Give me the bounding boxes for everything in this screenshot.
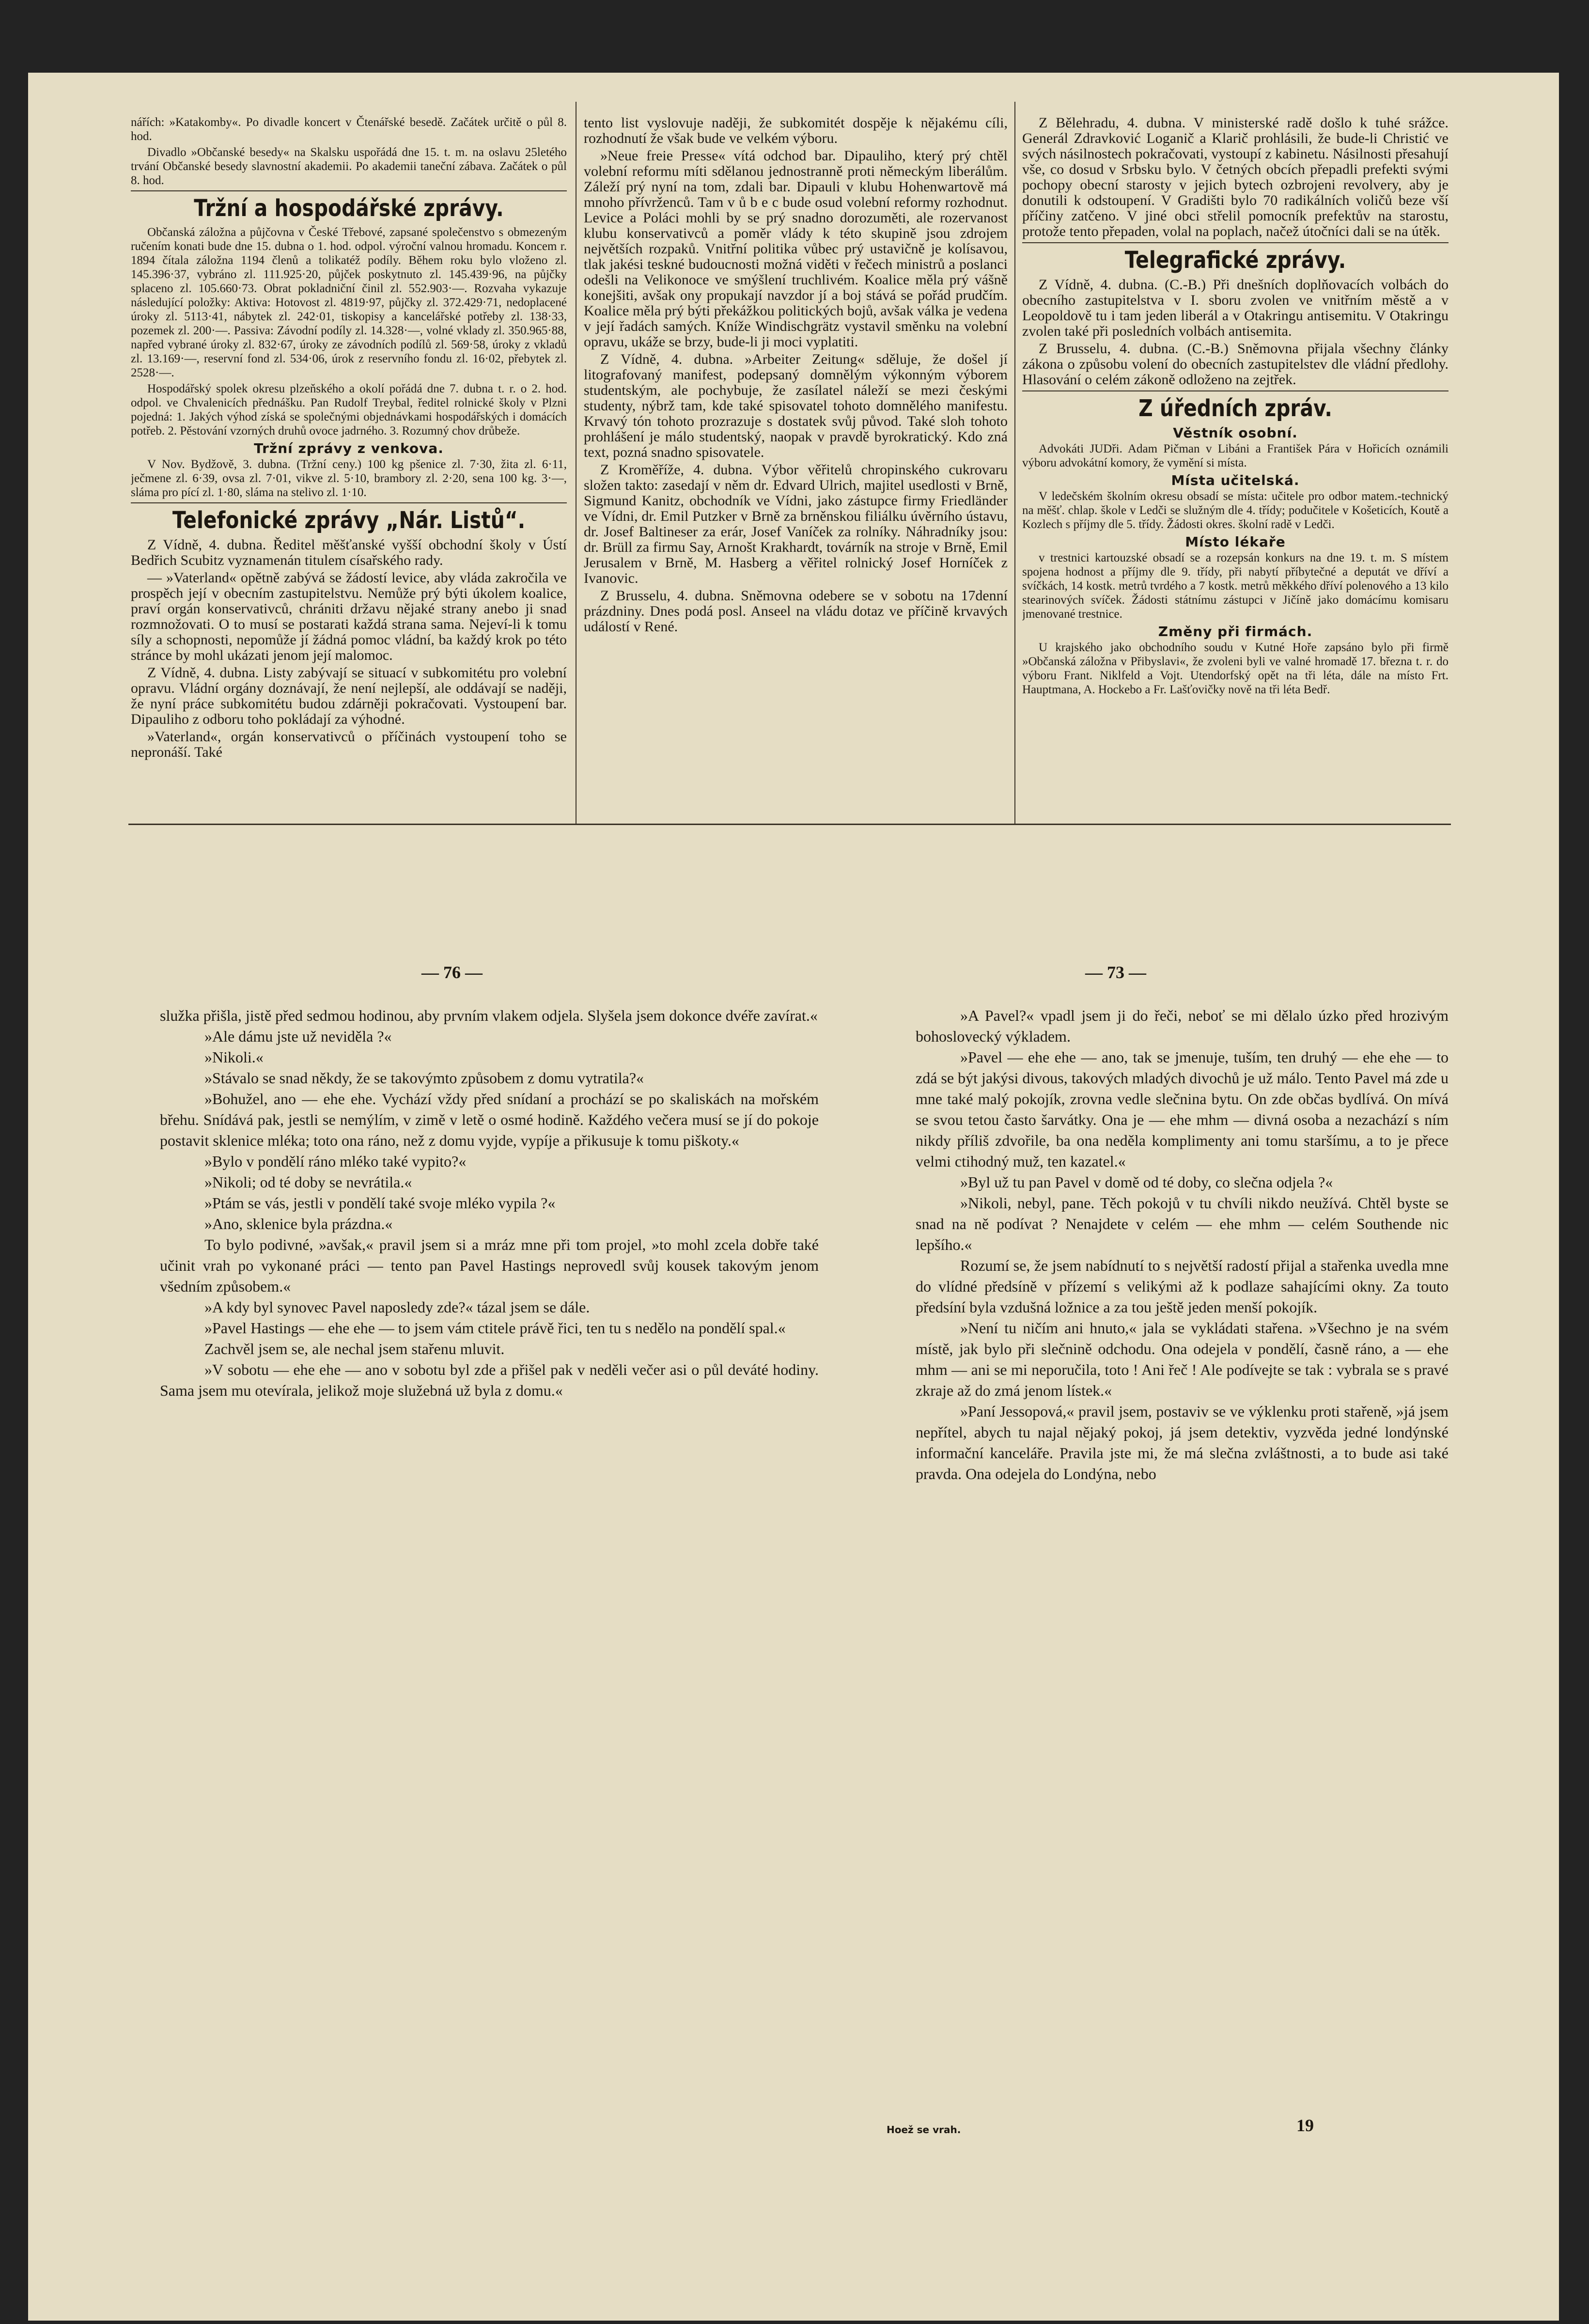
story-paragraph: »Ano, sklenice byla prázdna.« xyxy=(204,1215,393,1232)
section-title-telephone: Telefonické zprávy „Nár. Listů“. xyxy=(172,507,526,534)
section-title-market: Tržní a hospodářské zprávy. xyxy=(194,195,504,222)
article-paragraph: Z Vídně, 4. dubna. Listy zabývají se situací v subkomitétu pro volební opravu. Vládní orgány doznávají, že není nejlepší, ale oddávají se naději, že nyní práce subkomitétu budou zdárněji pokračovati. Vystoupení bar. Dipauliho z odboru toho pokládají za výhodné. xyxy=(131,665,567,727)
notice-text: v trestnici kartouzské obsadí se a rozepsán konkurs na dne 19. t. m. S místem spojena hodnost a příjmy dle 9. třídy, při nabytí příbytečné a deputát ve dříví a svíčkách, 14 kostk. metrů tvrdého a 7 kostk. metrů měkkého dříví polenového a 13 kilo stearinových svíček. Žádosti státnímu zástupci v Jičíně jako domácímu komisaru jmenované trestnice. xyxy=(1022,551,1449,621)
subsection-title: Místa učitelská. xyxy=(1171,472,1300,488)
article-paragraph: Hospodářský spolek okresu plzeňského a okolí pořádá dne 7. dubna t. r. o 2. hod. odpol. ve Chvalenicích přednášku. Pan Rudolf Treybal, ředitel rolnické školy v Plzni pojedná: 1. Jakých výhod získá se společnými objednávkami hospodářských i domácích potřeb. 2. Pěstování vzorných druhů ovoce jadrného. 3. Rozumný chov drůbeže. xyxy=(131,382,567,437)
article-paragraph: — »Vaterland« opětně zabývá se žádostí levice, aby vláda zakročila ve prospěch její v obecním zastupitelstvu. Nemůže prý býti úkolem koalice, praví orgán konservativců, chrániti državu nějaké strany anebo ji snad rozmnožovati. O to musí se postarati každá strana sama. Nejeví-li k tomu síly a schopnosti, nepomůže jí žádná pomoc vládní, ba každý krok po této stránce by mohl ukázati jenom její malomoc. xyxy=(131,570,567,663)
story-paragraph: Rozumí se, že jsem nabídnutí to s největší radostí přijal a stařenka uvedla mne do vlídné předsíně v přízemí s velikými až k podlaze sahajícími okny. Za touto předsíní byla vzdušná ložnice a za tou ještě jeden menší pokojík. xyxy=(916,1257,1449,1316)
story-paragraph: »Ale dámu jste už neviděla ?« xyxy=(204,1028,392,1045)
story-paragraph: »Paní Jessopová,« pravil jsem, postaviv se ve výklenku proti stařeně, »já jsem nepřítel, abych tu najal nějaký pokoj, já jsem detektiv, vyzvěda jedné londýnské informační kanceláře. Pravila jste mi, že má slečna zvláštnosti, a to bude asi také pravda. Ona odejela do Londýna, nebo xyxy=(916,1403,1449,1482)
article-paragraph: Z Kroměříže, 4. dubna. Výbor věřitelů chropinského cukrovaru složen takto: zasedají v něm dr. Edvard Ulrich, majitel usedlosti v Brně, Sigmund Kanitz, obchodník ve Vídni, jako zástupce firmy Friedländer ve Vídni, dr. Emil Putzker v Brně za brněnskou filiálku úvěrního ústavu, dr. Josef Baltineser za erár, Josef Vaníček za rolníky. Náhradníky jsou: dr. Brüll za firmu Say, Arnošt Krakhardt, továrník na stroje v Brně, Emil Jerusalem v Brně, M. Hasberg a věřitel rolnický Josef Horníček z Ivanovic. xyxy=(584,462,1008,586)
signature-mark: Hoež se vrah. xyxy=(887,2124,961,2136)
article-paragraph: Občanská záložna a půjčovna v České Třebové, zapsané společenstvo s obmezeným ručením konati bude dne 15. dubna o 1. hod. odpol. výroční valnou hromadu. Koncem r. 1894 čítala záložna 1194 členů a tolikatéž podíly. Během roku bylo vloženo zl. 145.396·37, vybráno zl. 111.925·20, půjček poskytnuto zl. 145.439·96, na půjčky splaceno zl. 105.660·73. Obrat pokladniční činil zl. 552.903·—. Rozvaha vykazuje následující položky: Aktiva: Hotovost zl. 4819·97, půjčky zl. 372.429·71, nedoplacené úroky zl. 5113·41, nábytek zl. 242·01, tiskopisy a kancelářské potřeby zl. 138·33, pozemek zl. 200·—. Passiva: Závodní podíly zl. 14.328·—, volné vklady zl. 350.965·88, napřed vybrané úroky zl. 832·67, úroky ze závodních podílů zl. 569·58, úroky z vkladů zl. 13.169·—, reservní fond zl. 534·06, úrok z reservního fondu zl. 16·02, přebytek zl. 2528·—. xyxy=(131,226,567,379)
market-prices: V Nov. Bydžově, 3. dubna. (Tržní ceny.) 100 kg pšenice zl. 7·30, žita zl. 6·11, ječmene zl. 6·39, ovsa zl. 7·01, vikve zl. 5·10, brambory zl. 2·20, sena 100 kg. 3·—, sláma pro pící zl. 1·80, sláma na stelivo zl. 1·10. xyxy=(131,458,567,499)
story-paragraph: »Byl už tu pan Pavel v domě od té doby, co slečna odjela ?« xyxy=(960,1173,1333,1191)
divider xyxy=(131,502,567,503)
story-paragraph: »A kdy byl synovec Pavel naposledy zde?« tázal jsem se dále. xyxy=(204,1298,590,1316)
column-divider-right xyxy=(1014,102,1015,824)
section-title-official: Z úředních zpráv. xyxy=(1138,395,1332,422)
book-page-right xyxy=(916,1005,1449,2115)
notice-text: Advokáti JUDři. Adam Pičman v Libáni a František Pára v Hořicích oznámili výboru advokátní komory, že vymění si místa. xyxy=(1022,442,1449,469)
article-paragraph: tento list vyslovuje naději, že subkomitét dospěje k nějakému cíli, rozhodnutí že však bude ve velkém výboru. xyxy=(584,115,1008,146)
story-paragraph: »V sobotu — ehe ehe — ano v sobotu byl zde a přišel pak v neděli večer asi o půl deváté hodiny. Sama jsem mu otevírala, jelikož moje služebná už byla z domu.« xyxy=(160,1361,819,1399)
subsection-title: Místo lékaře xyxy=(1185,534,1286,550)
story-paragraph: »Pavel Hastings — ehe ehe — to jsem vám ctitele právě řici, ten tu s nedělo na pondělí spal.« xyxy=(204,1319,786,1337)
divider xyxy=(1022,242,1449,243)
story-paragraph: »Nikoli.« xyxy=(204,1048,264,1066)
page-number-right: — 73 — xyxy=(1085,963,1146,982)
article-paragraph: Z Brusselu, 4. dubna. (C.-B.) Sněmovna přijala všechny články zákona o způsobu volení do obecních zastupitelstev dle vládní předlohy. Hlasování o celém zákoně odloženo na zejtřek. xyxy=(1022,341,1449,388)
section-title-telegraph: Telegrafické zprávy. xyxy=(1124,247,1346,274)
article-paragraph: »Neue freie Presse« vítá odchod bar. Dipauliho, který prý chtěl volební reformu míti sdělanou jednostranně proti německým liberálům. Záleží prý nyní na tom, zdali bar. Dipauli v klubu Hohenwartově má mnoho přívrženců. Tam v ů b e c bude osud volební reformy rozhodnut. Levice a Poláci mohli by se prý snadno dorozuměti, ale rozervanost klubu konservativců a poměr vlády k této skupině jsou zdrojem největších rozpaků. Vnitřní politika vůbec prý ustavičně je kolísavou, tlak jakési teskné budoucnosti možná viděti v řečech ministrů a poslanci odešli na Velikonoce ve smýšlení truchlivém. Koalice měla prý vášně konejšiti, avšak ony propukají navzdor jí a boj stává se pořád prudčím. Koalice měla prý býti překážkou politických bojů, avšak válka je vedena v její řadách samých. Kníže Windischgrätz vystavil směnku na volební opravu, ukáže se brzy, bude-li ji moci vyplatiti. xyxy=(584,148,1008,350)
story-paragraph: služka přišla, jistě před sedmou hodinou, aby prvním vlakem odjela. Slyšela jsem dokonce dvéře zavírat.« xyxy=(160,1007,818,1024)
folio-number: 19 xyxy=(1296,2116,1314,2135)
notice-text: U krajského jako obchodního soudu v Kutné Hoře zapsáno bylo při firmě »Občanská záložna v Přibyslavi«, že zvoleni byli ve valné hromadě 17. března t. r. do výboru Frant. Niklfeld a Vojt. Utendorfský opět na tři léta, dále na místo Frt. Hauptmana, A. Hockebo a Fr. Lašťovičky nově na tři léta Bedř. xyxy=(1022,641,1449,696)
column-a xyxy=(131,115,567,818)
subsection-title: Tržní zprávy z venkova. xyxy=(254,440,444,456)
column-c xyxy=(1022,115,1449,818)
book-page-left xyxy=(160,1005,819,2105)
story-paragraph: »Není tu ničím ani hnuto,« jala se vykládati stařena. »Všechno je na svém místě, jak bylo při slečnině odchodu. Ona odejela v pondělí, časně ráno, a — ehe mhm — ani se mi neporučila, toto ! Ani řeč ! Ale podívejte se tak : vybrala se s pravé zkraje až do zmá jenom lístek.« xyxy=(916,1319,1449,1399)
subsection-title: Věstník osobní. xyxy=(1173,425,1298,441)
intro-paragraph: Divadlo »Občanské besedy« na Skalsku uspořádá dne 15. t. m. na oslavu 25letého trvání Občanské besedy slavnostní akademii. Po akademii taneční zábava. Začátek o půl 8. hod. xyxy=(131,146,567,187)
story-paragraph: »Stávalo se snad někdy, že se takovýmto způsobem z domu vytratila?« xyxy=(204,1069,644,1087)
article-paragraph: Z Bělehradu, 4. dubna. V ministerské radě došlo k tuhé srážce. Generál Zdravković Loganič a Klarič prohlásili, že bude-li Christić ve svých násilnostech pokračovati, vystoupí z kabinetu. Násilnosti přesahují vše, co dosud v Srbsku bylo. V četných obcích přepadli prefekti svými pochopy obecní starosty v jejich bytech ozbrojeni revolvery, aby je donutili k odstoupení. V Gradišti bylo 70 radikálních voličů beze vší příčiny zatčeno. V jiné obci střelil pomocník prefektův na starostu, protože tento přepaden, volal na poplach, načež útočníci dali se na útěk. xyxy=(1022,115,1449,239)
story-paragraph: »A Pavel?« vpadl jsem ji do řeči, neboť se mi dělalo úzko před hrozivým bohoslovecký výkladem. xyxy=(916,1007,1449,1045)
article-paragraph: Z Vídně, 4. dubna. (C.-B.) Při dnešních doplňovacích volbách do obecního zastupitelstva v I. sboru zvolen ve vnitřním městě a v Leopoldově tu i tam jeden liberál a v Otakringu antisemitu. V Otakringu zvolen také při posledních volbách antisemita. xyxy=(1022,277,1449,339)
notice-text: V ledečském školním okresu obsadí se místa: učitele pro odbor matem.-technický na měšť. chlap. škole v Ledči se služným dle 4. třídy; podučitele v Košeticích, Koutě a Kozlech s příjmy dle 5. třídy. Žádosti okres. školní radě v Ledči. xyxy=(1022,490,1449,531)
intro-paragraph: nářích: »Katakomby«. Po divadle koncert v Čtenářské besedě. Začátek určitě o půl 8. hod. xyxy=(131,116,567,143)
article-paragraph: Z Vídně, 4. dubna. »Arbeiter Zeitung« sděluje, že došel jí litografovaný manifest, podepsaný domnělým výkonným výborem studentským, ale pochybuje, že zasílatel náleží se mezi českými studenty, nýbrž tam, kde také spisovatel tohoto domnělého manifestu. Krvavý tón tohoto prozrazuje s dostatek svůj původ. Také sloh tohoto prohlášení je málo studentský, naopak v pravdě byrokratický. Kdo zná text, pozná snadno spisovatele. xyxy=(584,351,1008,460)
story-paragraph: »Ptám se vás, jestli v pondělí také svoje mléko vypila ?« xyxy=(204,1194,556,1212)
story-paragraph: »Bohužel, ano — ehe ehe. Vychází vždy před snídaní a prochází se po skaliskách na mořském břehu. Snídává pak, jestli se nemýlím, v zimě v letě o osmé hodině. Každého večera musí se jí do pokoje postavit sklenice mléka; toto ona ráno, než z domu vyjde, vypíje a přikusuje k tomu piškoty.« xyxy=(160,1090,819,1149)
story-paragraph: »Pavel — ehe ehe — ano, tak se jmenuje, tuším, ten druhý — ehe ehe — to zdá se být jakýsi divous, takových mladých divochů je už málo. Tento Pavel má zde u mne také malý pokojík, zrovna vedle slečnina bytu. On zde občas bydlívá. On mívá se svou tetou často šarvátky. Ona je — ehe mhm — divná osoba a nezachází s ním nikdy příliš zdvořile, ba ona neděla komplimenty ani tomu staršímu, a to je přece velmi ctihodný muž, ten kazatel.« xyxy=(916,1048,1449,1170)
story-paragraph: »Nikoli; od té doby se nevrátila.« xyxy=(204,1173,412,1191)
story-paragraph: »Bylo v pondělí ráno mléko také vypito?« xyxy=(204,1153,467,1170)
column-b xyxy=(584,115,1008,818)
page-number-left: — 76 — xyxy=(421,963,483,982)
story-paragraph: Zachvěl jsem se, ale nechal jsem stařenu mluvit. xyxy=(204,1340,505,1357)
story-paragraph: To bylo podivné, »avšak,« pravil jsem si a mráz mne při tom projel, »to mohl zcela dobře také učinit vrah po vykonané práci — tento pan Pavel Hastings neprovedl svůj kousek takovým jenom všedním způsobem.« xyxy=(160,1236,819,1295)
divider xyxy=(131,190,567,191)
article-paragraph: Z Vídně, 4. dubna. Ředitel měšťanské vyšší obchodní školy v Ústí Bedřich Scubitz vyznamenán titulem císařského rady. xyxy=(131,537,567,568)
article-paragraph: »Vaterland«, orgán konservativců o příčinách vystoupení toho se nepronáší. Také xyxy=(131,729,567,760)
subsection-title: Změny při firmách. xyxy=(1158,624,1313,639)
divider xyxy=(1022,390,1449,391)
article-paragraph: Z Brusselu, 4. dubna. Sněmovna odebere se v sobotu na 17denní prázdniny. Dnes podá posl. Anseel na vládu dotaz ve příčině krvavých událostí v René. xyxy=(584,588,1008,635)
top-section-bottom-rule xyxy=(128,824,1451,825)
story-paragraph: »Nikoli, nebyl, pane. Těch pokojů v tu chvíli nikdo neužívá. Chtěl byste se snad na ně podívat ? Nenajdete v celém — ehe mhm — celém Southende nic lepšího.« xyxy=(916,1194,1449,1253)
